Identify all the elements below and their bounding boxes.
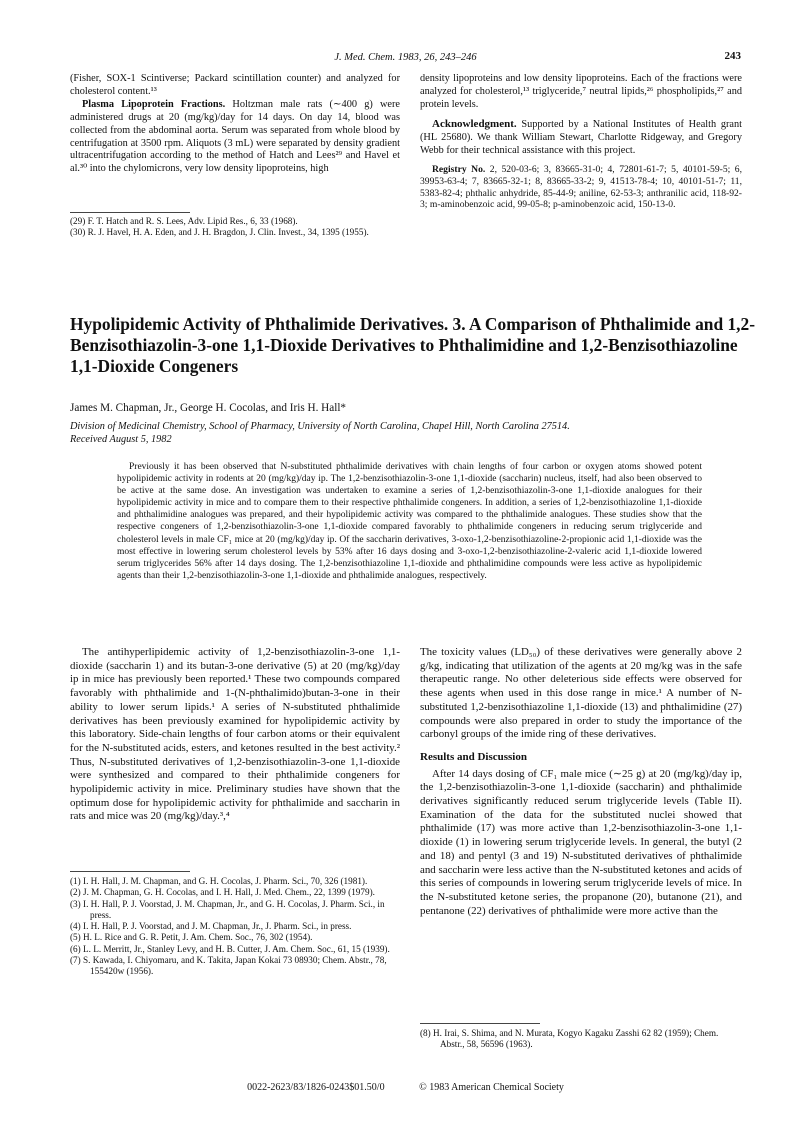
ack-paragraph — [420, 118, 742, 158]
prev-article-left — [70, 73, 400, 176]
results-paragraph: After 14 days dosing of CF₁ male mice (∼25 g) at 20 (mg/kg)/day ip, the 1,2-benzisothiazolin-3-one 1,1-dioxide (saccharin) and phthalimide derivatives significantly reduced serum triglyceride levels (Table II). Examination of the data for the substituted nuclei showed that phthalimide (17) was more active than 1,2-benzisothiazolin-3-one 1,1-dioxide (1) in lowering serum triglyceride levels. In general, the butyl (2 and 18) and pentyl (3 and 19) N-substituted derivatives of phthalimide and saccharin were less active than the N-substituted ketones and acids of this series of compounds in lowering serum triglyceride levels of mice. In the N-substituted ketone series, the propanone (20), butanone (21), and pentanone (22) derivatives of phthalimide were more active than the — [420, 767, 742, 917]
refs-divider-bottom-right — [420, 1023, 540, 1024]
refs-divider-top-left — [70, 212, 190, 213]
intro-column — [70, 646, 400, 824]
ref-item: (4) I. H. Hall, P. J. Voorstad, and J. M. Chapman, Jr., J. Pharm. Sci., in press. — [70, 921, 352, 932]
registry-heading: Registry No. — [432, 164, 486, 176]
ack-heading: Acknowledgment. — [432, 117, 517, 130]
ref-item: (2) J. M. Chapman, G. H. Cocolas, and I. H. Hall, J. Med. Chem., 22, 1399 (1979). — [70, 887, 375, 898]
results-column — [420, 646, 742, 918]
received-date: Received August 5, 1982 — [70, 433, 172, 445]
article-code: 0022-2623/83/1826-0243$01.50/0 — [247, 1082, 385, 1093]
plasma-heading: Plasma Lipoprotein Fractions. — [82, 98, 226, 110]
prev-refs — [70, 216, 400, 239]
copyright: © 1983 American Chemical Society — [419, 1082, 564, 1093]
article-affiliation — [70, 421, 750, 447]
abstract-text: Previously it has been observed that N-substituted phthalimide derivatives with chain lengths of four carbon or oxygen atoms showed potent hypolipidemic activity in rodents at 20 (mg/kg)/day ip. The 1,2-benzisothiazolin-3-one 1,1-dioxide (saccharin) nucleus, itself, had also been observed to be active at the same dose. An investigation was undertaken to examine a series of 1,2-benzisothiazolin-3-one 1,1-dioxide analogues for their hypolipidemic activity in mice and to compare them to their respective phthalimide congeners. In addition, a series of 1,2-benzisothiazoline 1,1-dioxide and phthalimidine analogues was prepared, and their hypolipidemic activity was compared to the phthalimide analogues. These studies show that the respective congeners of 1,2-benzisothiazolin-3-one 1,1-dioxide compared favorably to phthalimide congeners in reducing serum triglyceride and cholesterol levels in male CF₁ mice at 20 (mg/kg)/day ip. Of the saccharin derivatives, 3-oxo-1,2-benzisothiazoline-2-propionic acid 1,1-dioxide was the most effective in lowering serum cholesterol levels by 53% after 16 days dosing and 3-oxo-1,2-benzisothiazoline-2-valeric acid 1,1-dioxide lowered serum triglycerides 56% after 14 days dosing. The 1,2-benzisothiazoline 1,1-dioxide and phthalimidine compounds were less active as hypolipidemic agents than their 1,2-benzisothiazolin-3-one 1,1-dioxide and phthalimide analogues, respectively. — [117, 462, 702, 581]
ref-item: (29) F. T. Hatch and R. S. Lees, Adv. Lipid Res., 6, 33 (1968). — [70, 216, 298, 226]
ref-item: (3) I. H. Hall, P. J. Voorstad, J. M. Chapman, Jr., and G. H. Cocolas, J. Pharm. Sci., in press. — [70, 898, 385, 920]
abstract — [117, 461, 702, 582]
prev-article-right — [420, 73, 742, 211]
refs-divider-bottom-left — [70, 871, 190, 872]
refs-right — [420, 1028, 742, 1051]
article-authors: James M. Chapman, Jr., George H. Cocolas, and Iris H. Hall* — [70, 402, 347, 414]
prev-left-text: (Fisher, SOX-1 Scintiverse; Packard scintillation counter) and analyzed for cholesterol content.¹³ — [70, 73, 400, 97]
intro-paragraph: The antihyperlipidemic activity of 1,2-benzisothiazolin-3-one 1,1-dioxide (saccharin 1) and its butan-3-one derivative (5) at 20 (mg/kg)/day ip in mice has previously been reported.¹ These two compounds compared favorably with phthalimide and 1-(N-phthalimido)butan-3-one in their ability to lower serum lipids.¹ A series of N-substituted phthalimide derivatives has been previously examined for hypolipidemic activity by this laboratory. Side-chain lengths of four carbon atoms or their equivalent for the N-substituted acids, esters, and ketones resulted in the best activity.² Thus, N-substituted derivatives of 1,2-benzisothiazolin-3-one 1,1-dioxide were synthesized and compared to their phthalimide congeners for hypolipidemic activity in mice. Preliminary studies have shown that the optimum dose for hypolipidemic activity for phthalimide and saccharin in rats and mice was 20 (mg/kg)/day.³,⁴ — [70, 646, 400, 823]
registry-text: 2, 520-03-6; 3, 83665-31-0; 4, 72801-61-7; 5, 40101-59-5; 6, 39953-63-4; 7, 83665-32-1; 8, 83665-33-2; 9, 41513-78-4; 10, 40101-51-7; 11, 5383-82-4; phthalic anhydride, 85-44-9; aniline, 62-53-3; anthranilic acid, 118-92-3; m-aminobenzoic acid, 99-05-8; p-aminobenzoic acid, 150-13-0. — [420, 164, 742, 211]
results-heading: Results and Discussion — [420, 750, 527, 763]
ref-item: (8) H. Irai, S. Shima, and N. Murata, Kogyo Kagaku Zasshi 62 82 (1959); Chem. Abstr., 58, 56596 (1963). — [420, 1028, 719, 1050]
article-title: Hypolipidemic Activity of Phthalimide Derivatives. 3. A Comparison of Phthalimide and 1,2-Benzisothiazolin-3-one 1,1-Dioxide Derivatives to Phthalimidine and 1,2-Benzisothiazoline 1,1-Dioxide Congeners — [70, 314, 756, 376]
toxicity-paragraph: The toxicity values (LD₅₀) of these derivatives were generally above 2 g/kg, indicating that utilization of the agents at 20 mg/kg was in the safe therapeutic range. No other deleterious side effects were observed for these agents when used in this dose range in mice.¹ A number of N-substituted 1,2-benzisothiazoline 1,1-dioxide (13) and phthalimidine (27) compounds were also prepared in order to study the importance of the carbonyl groups of the imide ring of these derivatives. — [420, 646, 742, 741]
ref-item: (30) R. J. Havel, H. A. Eden, and J. H. Bragdon, J. Clin. Invest., 34, 1395 (1955). — [70, 227, 369, 238]
running-header: J. Med. Chem. 1983, 26, 243–246 — [334, 52, 477, 63]
page-number: 243 — [724, 50, 741, 62]
plasma-paragraph — [70, 99, 400, 176]
affiliation-text: Division of Medicinal Chemistry, School of Pharmacy, University of North Carolina, Chapel Hill, North Carolina 27514. — [70, 421, 570, 432]
ref-item: (5) H. L. Rice and G. R. Petit, J. Am. Chem. Soc., 76, 302 (1954). — [70, 932, 313, 943]
prev-right-text: density lipoproteins and low density lipoproteins. Each of the fractions were analyzed for cholesterol,¹³ triglyceride,⁷ neutral lipids,²⁶ phospholipids,²⁷ and protein levels. — [420, 73, 742, 110]
ref-item: (6) L. L. Merritt, Jr., Stanley Levy, and H. B. Cutter, J. Am. Chem. Soc., 61, 15 (1939). — [70, 943, 390, 954]
registry-paragraph — [420, 164, 742, 210]
ref-item: (7) S. Kawada, I. Chiyomaru, and K. Takita, Japan Kokai 73 08930; Chem. Abstr., 78, 155420w (1956). — [70, 955, 387, 977]
ack-text: Supported by a National Institutes of Health grant (HL 25680). We thank William Stewart, Charlotte Ridgeway, and Gregory Webb for their technical assistance with this project. — [420, 118, 743, 156]
ref-item: (1) I. H. Hall, J. M. Chapman, and G. H. Cocolas, J. Pharm. Sci., 70, 326 (1981). — [70, 876, 368, 886]
page-footer — [0, 1082, 811, 1093]
refs-left — [70, 876, 400, 978]
plasma-text: Holtzman male rats (∼400 g) were administered drugs at 20 (mg/kg)/day for 14 days. On day 14, blood was collected from the abdominal aorta. Serum was separated from whole blood by centrifugation at 3500 rpm. Aliquots (3 mL) were separated by density gradient ultracentrifugation according to the method of Hatch and Lees²⁹ and Havel et al.³⁰ into the chylomicrons, very low density lipoproteins, high — [70, 98, 400, 175]
